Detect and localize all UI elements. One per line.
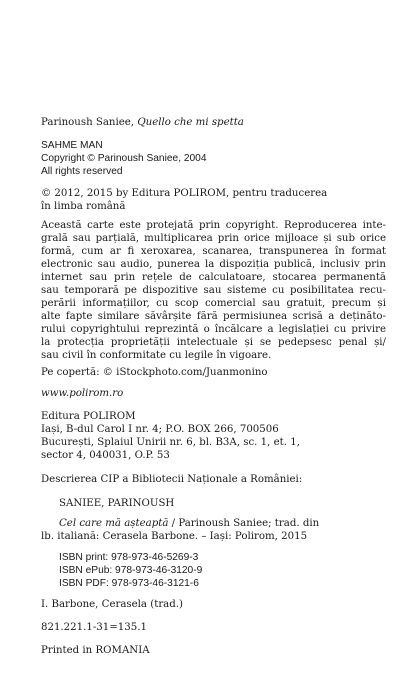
- original-copyright-line: All rights reserved: [41, 166, 123, 177]
- isbn-line: ISBN print: 978-973-46-5269-3: [59, 552, 199, 563]
- website-url: www.polirom.ro: [41, 388, 124, 399]
- notice-line: rului copyrightului reprezintă o încălcare a legislației cu privire: [41, 324, 386, 335]
- isbn-line: ISBN ePub: 978-973-46-3120-9: [59, 565, 203, 576]
- publisher-block: [41, 410, 300, 462]
- original-copyright-line: Copyright © Parinoush Saniee, 2004: [41, 153, 207, 164]
- publisher-line: Iași, B-dul Carol I nr. 4; P.O. BOX 266, 700506: [41, 424, 279, 435]
- cip-title-line: [59, 517, 319, 530]
- notice-line: perării informațiilor, cu scop comercial sau gratuit, precum și: [41, 298, 386, 309]
- original-title-line: [41, 116, 244, 129]
- cip-title-rest: / Parinoush Saniee; trad. din: [168, 518, 320, 529]
- cip-title: Cel care mă așteaptă: [59, 518, 169, 529]
- website: [41, 387, 123, 400]
- isbn-line: ISBN PDF: 978-973-46-3121-6: [59, 578, 199, 589]
- cip-translator: I. Barbone, Cerasela (trad.): [41, 599, 183, 610]
- cip-classification: 821.221.1-31=135.1: [41, 622, 147, 633]
- cover-credit: Pe copertă: © iStockphoto.com/Juanmonino: [41, 367, 268, 378]
- notice-line: internet sau prin rețele de calculatoare, stocarea permanentă: [41, 272, 386, 283]
- notice-line: formă, cum ar fi xeroxarea, scanarea, transpunerea în format: [41, 246, 386, 257]
- original-title: Quello che mi spetta: [137, 117, 244, 128]
- cip-line2: lb. italiană: Cerasela Barbone. – Iași: Polirom, 2015: [41, 531, 308, 542]
- notice-line: grală sau parțială, multiplicarea prin orice mijloace și sub orice: [41, 233, 386, 244]
- translation-copyright-line: în limba română: [41, 201, 126, 212]
- notice-line: sau civil în conformitate cu legile în vigoare.: [41, 350, 272, 361]
- original-author: Parinoush Saniee,: [41, 117, 135, 128]
- printed-in: Printed in ROMANIA: [41, 645, 150, 656]
- original-copyright: [41, 139, 207, 178]
- notice-line: sau temporară pe dispozitive sau sisteme cu posibilitatea recu-: [41, 285, 386, 296]
- notice-line: la protecția proprietății intelectuale și se pedepsesc penal și/: [41, 337, 386, 348]
- publisher-line: Editura POLIROM: [41, 411, 136, 422]
- publisher-line: sector 4, 040031, O.P. 53: [41, 450, 170, 461]
- notice-line: alte fapte similare săvârșite fără permisiunea scrisă a deținăto-: [41, 311, 386, 322]
- translation-copyright-line: © 2012, 2015 by Editura POLIROM, pentru traducerea: [41, 188, 328, 199]
- notice-line: Această carte este protejată prin copyright. Reproducerea inte-: [41, 220, 386, 231]
- copyright-notice: [41, 219, 386, 362]
- original-copyright-line: SAHME MAN: [41, 140, 103, 151]
- notice-line: electronic sau audio, punerea la dispoziția publică, inclusiv prin: [41, 259, 386, 270]
- translation-copyright: [41, 187, 327, 213]
- cip-author: SANIEE, PARINOUSH: [59, 498, 175, 509]
- isbn-block: [59, 551, 202, 590]
- publisher-line: București, Splaiul Unirii nr. 6, bl. B3A, sc. 1, et. 1,: [41, 437, 300, 448]
- cip-heading: Descrierea CIP a Bibliotecii Naționale a României:: [41, 474, 303, 485]
